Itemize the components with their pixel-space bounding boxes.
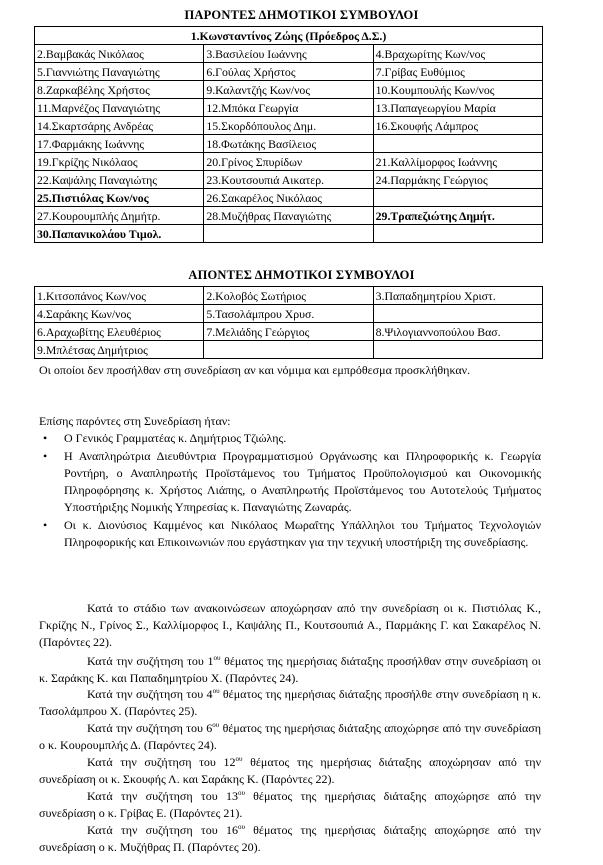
member-cell: 28.Μυζήθρας Παναγιώτης xyxy=(204,207,373,225)
table-row xyxy=(35,323,543,341)
member-cell: 5.Γιαννιώτης Παναγιώτης xyxy=(35,63,204,81)
member-cell: 8.Ψιλογιαννοπούλου Βασ. xyxy=(373,323,542,341)
member-cell: 2.Βαμβακάς Νικόλαος xyxy=(35,45,204,63)
bullet-icon: • xyxy=(43,518,48,532)
ordinal-suffix: ου xyxy=(212,721,220,729)
event-text: Κατά την συζήτηση του 4 xyxy=(87,687,213,701)
member-cell: 6.Γούλας Χρήστος xyxy=(204,63,373,81)
table-row xyxy=(35,27,543,45)
table-row xyxy=(35,81,543,99)
member-cell: 2.Κολοβός Σωτήριος xyxy=(204,287,373,305)
member-cell: 23.Κουτσουπιά Αικατερ. xyxy=(204,171,373,189)
member-cell: 4.Σαράκης Κων/νος xyxy=(35,305,204,323)
table-row xyxy=(35,153,543,171)
member-cell: 3.Παπαδημητρίου Χριστ. xyxy=(373,287,542,305)
list-item-text: Ο Γενικός Γραμματέας κ. Δημήτριος Τζιώλης. xyxy=(64,431,287,445)
member-cell xyxy=(204,341,373,359)
member-cell: 26.Σακαρέλος Νικόλαος xyxy=(204,189,373,207)
president-cell: 1.Κωνσταντίνος Ζώης (Πρόεδρος Δ.Σ.) xyxy=(35,27,543,45)
ordinal-suffix: ου xyxy=(212,687,220,695)
list-item xyxy=(39,430,541,447)
event-text: Κατά την συζήτηση του 6 xyxy=(87,721,213,735)
member-cell: 17.Φαρμάκης Ιωάννης xyxy=(35,135,204,153)
list-item xyxy=(39,517,541,551)
event-paragraph xyxy=(39,686,541,720)
also-present-intro: Επίσης παρόντες στη Συνεδρίαση ήταν: xyxy=(39,414,231,428)
member-cell: 18.Φωτάκης Βασίλειος xyxy=(204,135,373,153)
event-paragraph xyxy=(39,754,541,788)
member-cell: 3.Βασιλείου Ιωάννης xyxy=(204,45,373,63)
member-cell: 30.Παπανικολάου Τιμολ. xyxy=(35,225,204,243)
event-text-tail: θέματος της ημερήσιας διάταξης προσήλθαν στην συνεδρίαση οι κ. Σαράκης Κ. και Παπαδημητρίου Χ. (Παρόντες 24). xyxy=(39,654,541,685)
member-cell: 27.Κουρουμπλής Δημήτρ. xyxy=(35,207,204,225)
member-cell: 7.Γρίβας Ευθύμιος xyxy=(373,63,542,81)
member-cell xyxy=(373,189,542,207)
member-cell: 10.Κουμπουλής Κων/νος xyxy=(373,81,542,99)
event-paragraph xyxy=(39,600,541,651)
table-row xyxy=(35,63,543,81)
member-cell: 13.Παπαγεωργίου Μαρία xyxy=(373,99,542,117)
event-text: Κατά την συζήτηση του 12 xyxy=(87,755,236,769)
event-text-tail: θέματος της ημερήσιας διάταξης προσήλθε στην συνεδρίαση η κ. Τασολάμπρου Χ. (Παρόντες 25). xyxy=(39,687,542,718)
table-row xyxy=(35,225,543,243)
member-cell: 19.Γκρίζης Νικόλαος xyxy=(35,153,204,171)
present-heading: ΠΑΡΟΝΤΕΣ ΔΗΜΟΤΙΚΟΙ ΣΥΜΒΟΥΛΟΙ xyxy=(184,8,419,22)
event-text: Κατά την συζήτηση του 16 xyxy=(87,823,238,837)
member-cell: 9.Μπλέτσας Δημήτριος xyxy=(35,341,204,359)
absent-note: Οι οποίοι δεν προσήλθαν στη συνεδρίαση αν και νόμιμα και εμπρόθεσμα προσκλήθηκαν. xyxy=(39,363,471,377)
table-row xyxy=(35,117,543,135)
member-cell: 22.Καψάλης Παναγιώτης xyxy=(35,171,204,189)
list-item xyxy=(39,448,541,516)
event-text-tail: θέματος της ημερήσιας διάταξης αποχώρησε από την συνεδρίαση ο κ. Κουρουμπλής Δ. (Παρόντες 24). xyxy=(39,721,541,752)
table-row xyxy=(35,171,543,189)
member-cell: 16.Σκουφής Λάμπρος xyxy=(373,117,542,135)
table-row xyxy=(35,45,543,63)
table-row xyxy=(35,135,543,153)
absent-heading: ΑΠΟΝΤΕΣ ΔΗΜΟΤΙΚΟΙ ΣΥΜΒΟΥΛΟΙ xyxy=(188,268,415,282)
member-cell: 8.Ζαρκαβέλης Χρήστος xyxy=(35,81,204,99)
member-cell: 21.Καλλίμορφος Ιωάννης xyxy=(373,153,542,171)
member-cell: 6.Αραχωβίτης Ελευθέριος xyxy=(35,323,204,341)
member-cell: 1.Κιτσοπάνος Κων/νος xyxy=(35,287,204,305)
member-cell: 29.Τραπεζιώτης Δημήτ. xyxy=(373,207,542,225)
ordinal-suffix: ου xyxy=(237,789,245,797)
member-cell xyxy=(373,135,542,153)
table-row xyxy=(35,189,543,207)
ordinal-suffix: ου xyxy=(213,654,221,662)
event-text: Κατά το στάδιο των ανακοινώσεων αποχώρησαν από την συνεδρίαση οι κ. Πιστιόλας Κ., Γκρίζης Ν., Γρίνος Σ., Καλλίμορφος Ι., Καψάλης Π., Κουτσουπιά Α., Παρμάκης Γ. και Σακαρέλος Ν. (Παρόντες 22). xyxy=(39,601,541,649)
absent-members-table xyxy=(34,286,543,359)
present-members-table xyxy=(34,26,543,243)
member-cell: 24.Παρμάκης Γεώργιος xyxy=(373,171,542,189)
member-cell xyxy=(204,225,373,243)
table-row xyxy=(35,287,543,305)
event-text-tail: θέματος της ημερήσιας διάταξης αποχώρησε από την συνεδρίαση ο κ. Μυζήθρας Π. (Παρόντες 20). xyxy=(39,823,541,854)
bullet-icon: • xyxy=(43,449,48,463)
member-cell: 14.Σκαρτσάρης Ανδρέας xyxy=(35,117,204,135)
event-text-tail: θέματος της ημερήσιας διάταξης αποχώρησαν από την συνεδρίαση οι κ. Σκουφής Λ. και Σαράκης Κ. (Παρόντες 22). xyxy=(39,755,541,786)
bullet-icon: • xyxy=(43,431,48,445)
event-text: Κατά την συζήτηση του 1 xyxy=(87,654,214,668)
event-paragraph xyxy=(39,720,541,754)
event-text-tail: θέματος της ημερήσιας διάταξης αποχώρησε από την συνεδρίαση ο κ. Γρίβας Ε. (Παρόντες 21). xyxy=(39,789,541,820)
member-cell: 11.Μαρνέζος Παναγιώτης xyxy=(35,99,204,117)
table-row xyxy=(35,341,543,359)
event-paragraph xyxy=(39,653,541,687)
table-row xyxy=(35,99,543,117)
table-row xyxy=(35,207,543,225)
list-item-text: Η Αναπληρώτρια Διευθύντρια Προγραμματισμού Οργάνωσης και Πληροφορικής κ. Γεωργία Ροντήρη, ο Αναπληρωτής Προϊστάμενος του Τμήματος Προϋπολογισμού και Οικονομικής Πληροφόρησης κ. Χρήστος Λιάπης, ο Αναπληρωτής Προϊστάμενος του Αυτοτελούς Τμήματος Υποστήριξης Νομικής Υπηρεσίας κ. Παναγιώτης Ζωναράς. xyxy=(64,449,541,514)
member-cell xyxy=(373,225,542,243)
member-cell: 5.Τασολάμπρου Χρυσ. xyxy=(204,305,373,323)
member-cell: 25.Πιστιόλας Κων/νος xyxy=(35,189,204,207)
member-cell: 9.Καλαντζής Κων/νος xyxy=(204,81,373,99)
member-cell: 4.Βραχωρίτης Κων/νος xyxy=(373,45,542,63)
list-item-text: Οι κ. Διονύσιος Καμμένος και Νικόλαος Μωραΐτης Υπάλληλοι του Τμήματος Τεχνολογιών Πληροφορικής και Επικοινωνιών που εργάστηκαν για την τεχνική υποστήριξη της συνεδρίασης. xyxy=(64,518,541,549)
event-paragraph xyxy=(39,822,541,856)
member-cell xyxy=(373,341,542,359)
also-present-list xyxy=(39,430,541,552)
member-cell: 15.Σκορδόπουλος Δημ. xyxy=(204,117,373,135)
event-text: Κατά την συζήτηση του 13 xyxy=(87,789,238,803)
member-cell: 20.Γρίνος Σπυρίδων xyxy=(204,153,373,171)
member-cell: 12.Μπόκα Γεωργία xyxy=(204,99,373,117)
ordinal-suffix: ου xyxy=(235,755,243,763)
member-cell xyxy=(373,305,542,323)
table-row xyxy=(35,305,543,323)
member-cell: 7.Μελιάδης Γεώργιος xyxy=(204,323,373,341)
event-paragraph xyxy=(39,788,541,822)
ordinal-suffix: ου xyxy=(237,823,245,831)
